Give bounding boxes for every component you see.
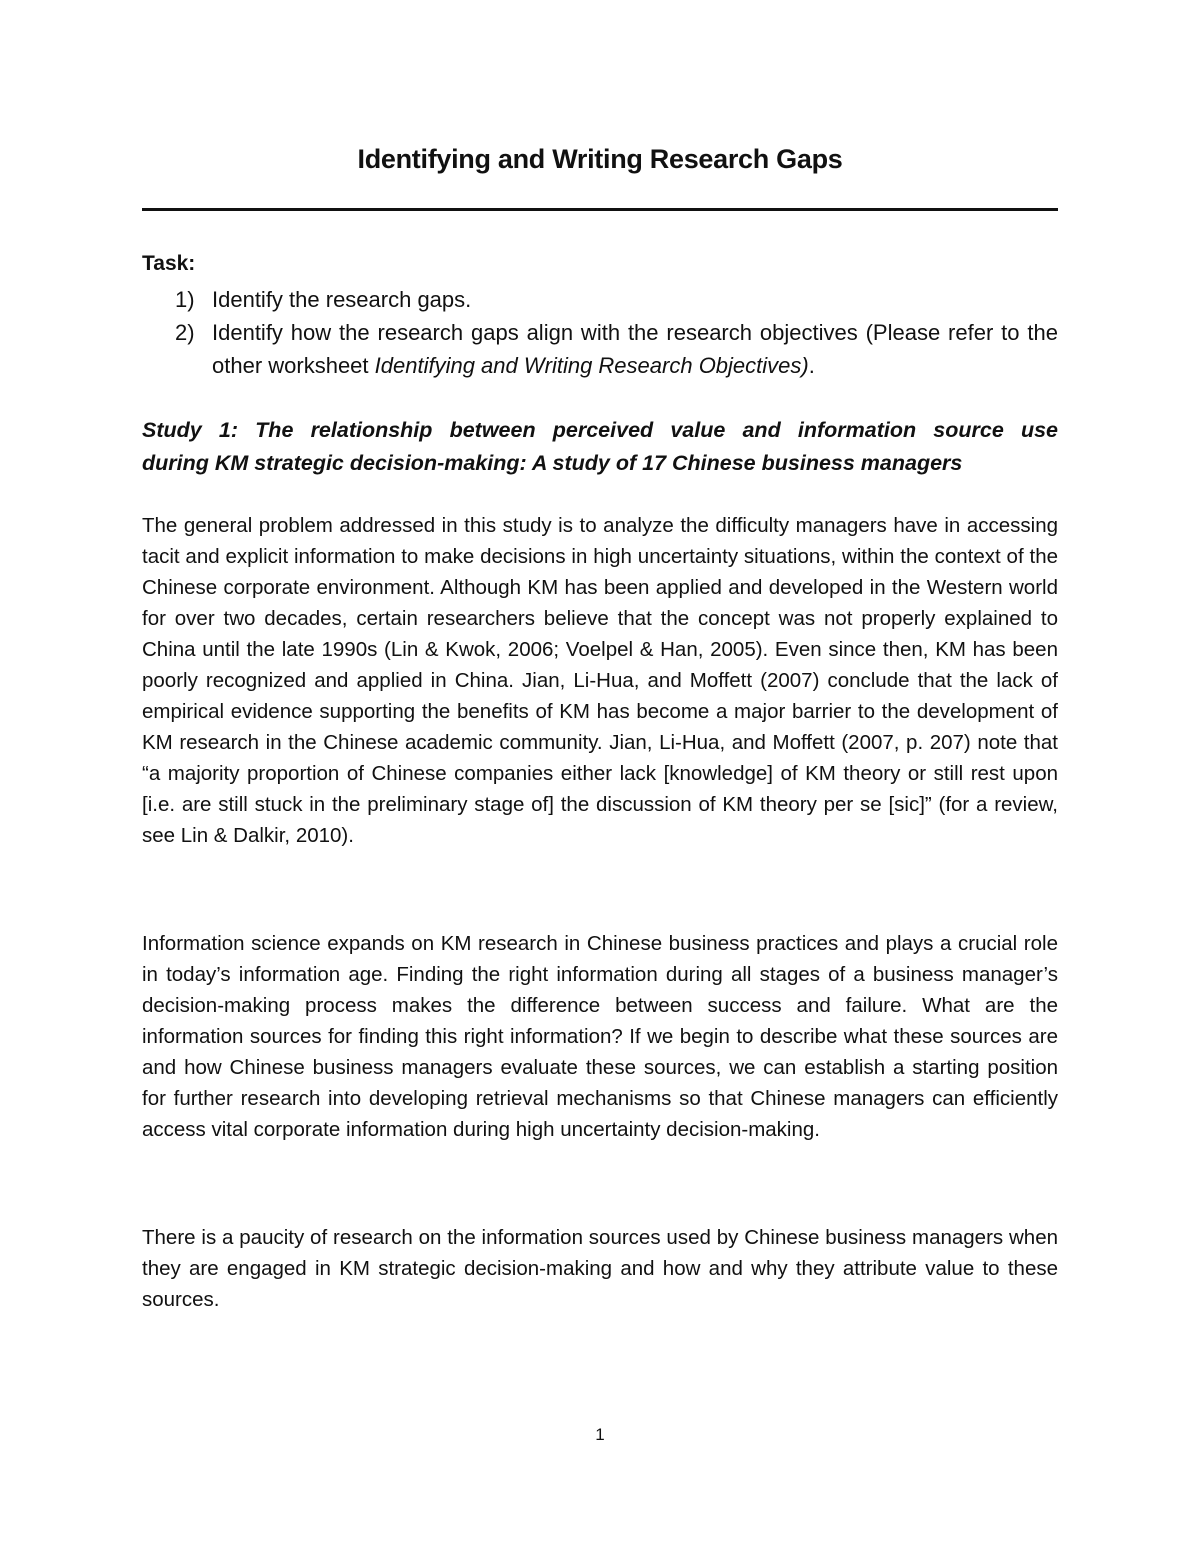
page-title: Identifying and Writing Research Gaps (357, 144, 843, 174)
task-number-2: 2) (175, 320, 195, 345)
paragraph-information-science: Information science expands on KM research in Chinese business practices and plays a crucial role in today’s information age. Finding the right information during all stages of a business manager’s decision-making process makes the difference between success and failure. What are the information sources for finding this right information? If we begin to describe what these sources are and how Chinese business managers evaluate these sources, we can establish a starting position for further research into developing retrieval mechanisms so that Chinese managers can efficiently access vital corporate information during high uncertainty decision-making. (142, 932, 1058, 1141)
study-title-line-2: during KM strategic decision-making: A study of 17 Chinese business managers (142, 451, 963, 475)
task-text-1: Identify the research gaps. (212, 287, 472, 312)
page-number: 1 (595, 1425, 605, 1444)
task-label: Task: (142, 252, 196, 275)
task-list (142, 283, 1058, 382)
study-title-line-1: Study 1: The relationship between perceived value and information source use (142, 418, 1058, 442)
task-text-2 (212, 316, 1058, 382)
task-item-1 (142, 283, 1058, 316)
paragraph-problem-statement: The general problem addressed in this study is to analyze the difficulty managers have in accessing tacit and explicit information to make decisions in high uncertainty situations, within the context of the Chinese corporate environment. Although KM has been applied and developed in the Western world for over two decades, certain researchers believe that the concept was not properly explained to China until the late 1990s (Lin & Kwok, 2006; Voelpel & Han, 2005). Even since then, KM has been poorly recognized and applied in China. Jian, Li-Hua, and Moffett (2007) conclude that the lack of empirical evidence supporting the benefits of KM has become a major barrier to the development of KM research in the Chinese academic community. Jian, Li-Hua, and Moffett (2007, p. 207) note that “a majority proportion of Chinese companies either lack [knowledge] of KM theory or still rest upon [i.e. are still stuck in the preliminary stage of] the discussion of KM theory per se [sic]” (for a review, see Lin & Dalkir, 2010). (142, 514, 1058, 847)
title-divider (142, 208, 1058, 211)
task-item-2 (142, 316, 1058, 382)
task-number-1: 1) (175, 287, 195, 312)
paragraph-research-gap: There is a paucity of research on the information sources used by Chinese business managers when they are engaged in KM strategic decision-making and how and why they attribute value to these sources. (142, 1226, 1058, 1311)
task-text-2-end: . (808, 353, 815, 378)
task-text-2-main: Identify how the research gaps align with the research objectives (Please refer to the other worksheet (212, 320, 1058, 378)
study-title (142, 414, 1058, 480)
worksheet-title-reference: Identifying and Writing Research Objectives) (374, 353, 809, 378)
